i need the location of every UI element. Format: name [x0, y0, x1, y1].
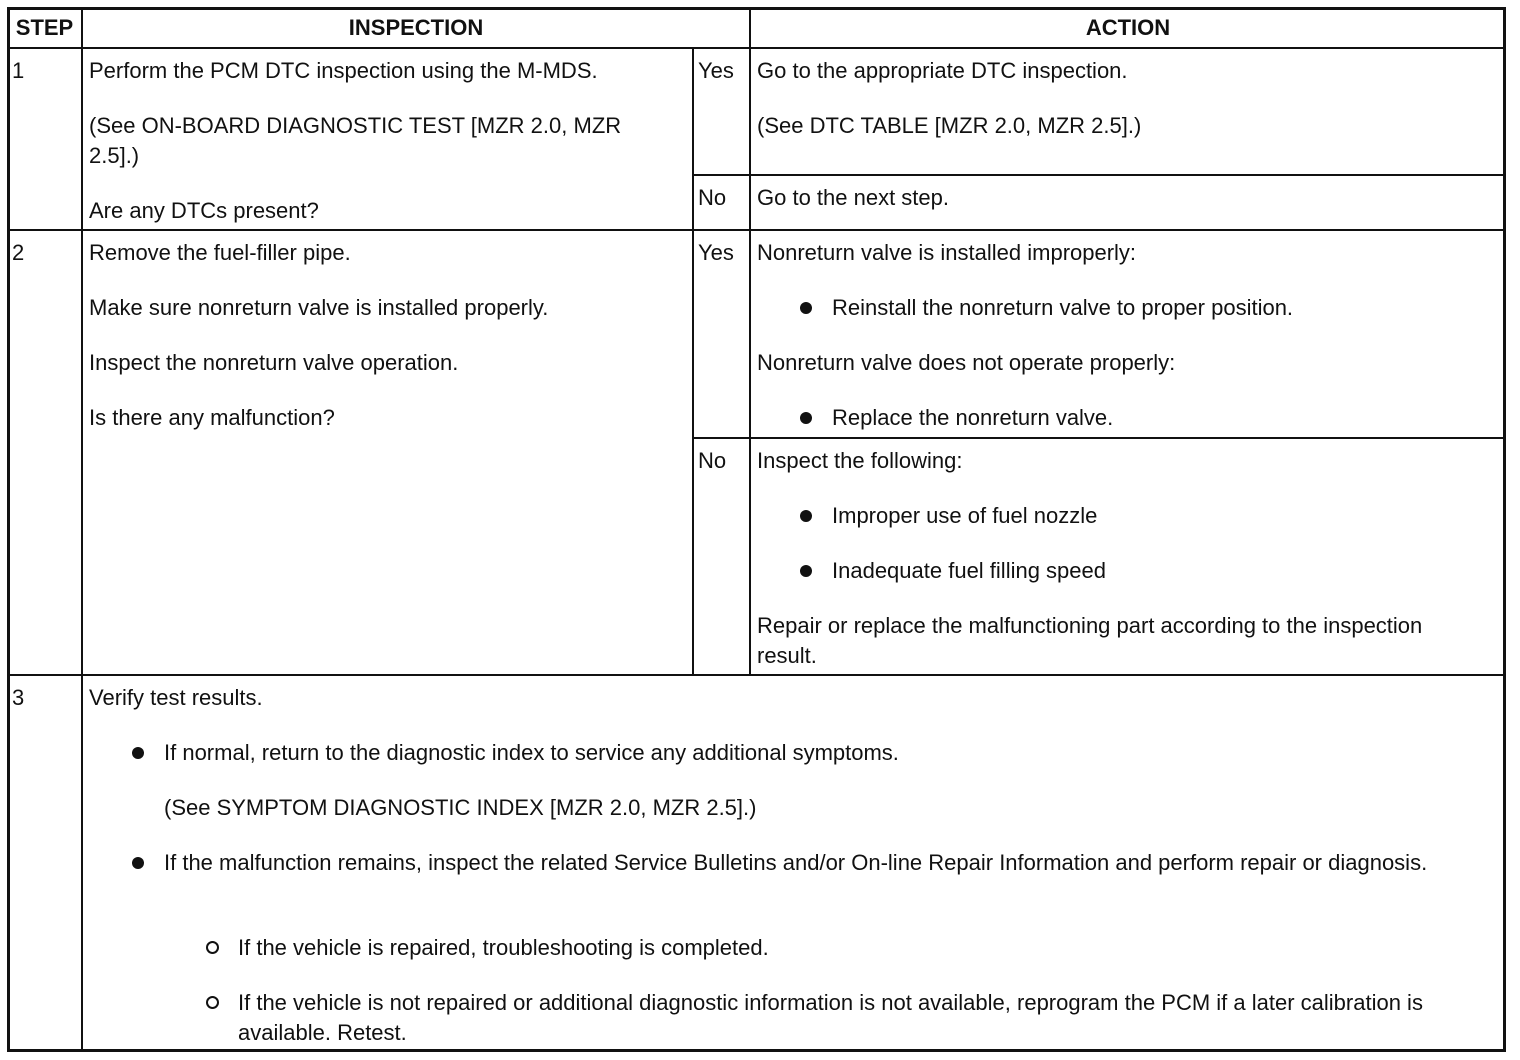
step1-inspection-2: (See ON-BOARD DIAGNOSTIC TEST [MZR 2.0, MZR 2.5].)	[89, 113, 622, 168]
yes-no-column-divider	[692, 48, 694, 675]
step2-divider	[8, 674, 1505, 676]
step2-yes-bullet-1: Reinstall the nonreturn valve to proper position.	[832, 295, 1294, 320]
header-inspection: INSPECTION	[348, 15, 484, 40]
sub-bullet-icon	[206, 941, 219, 954]
step1-yes-no-divider	[692, 174, 1505, 176]
step3-sub-1: If the vehicle is repaired, troubleshooting is completed.	[238, 935, 769, 960]
step2-no-label: No	[698, 448, 727, 473]
step1-yes-label: Yes	[698, 58, 734, 83]
step2-yes-bullet-2: Replace the nonreturn valve.	[832, 405, 1114, 430]
step2-inspection-3: Inspect the nonreturn valve operation.	[89, 350, 459, 375]
step3-sub-2: If the vehicle is not repaired or additional diagnostic information is not available, reprogram the PCM if a later calibration is available. Retest.	[238, 990, 1423, 1045]
step2-no-outro: Repair or replace the malfunctioning part according to the inspection result.	[757, 613, 1423, 668]
inspection-action-divider	[749, 8, 751, 675]
step1-divider	[8, 229, 1505, 231]
step-column-divider	[81, 8, 83, 1051]
bullet-icon	[132, 857, 144, 869]
step2-number: 2	[12, 240, 25, 265]
step2-yes-line-2: Nonreturn valve does not operate properly:	[757, 350, 1176, 375]
step1-no-action: Go to the next step.	[757, 185, 950, 210]
step2-yes-label: Yes	[698, 240, 734, 265]
step3-bullet-2: If the malfunction remains, inspect the related Service Bulletins and/or On-line Repair Information and perform repair or diagnosis.	[164, 850, 1428, 875]
step2-no-bullet-1: Improper use of fuel nozzle	[832, 503, 1098, 528]
step3-bullet-1: If normal, return to the diagnostic index to service any additional symptoms.	[164, 740, 899, 765]
step2-yes-no-divider	[692, 437, 1505, 439]
bullet-icon	[800, 565, 812, 577]
bullet-icon	[800, 302, 812, 314]
step1-yes-action-1: Go to the appropriate DTC inspection.	[757, 58, 1128, 83]
step1-inspection-1: Perform the PCM DTC inspection using the M-MDS.	[89, 58, 598, 83]
bullet-icon	[800, 412, 812, 424]
step1-number: 1	[12, 58, 25, 83]
bullet-icon	[800, 510, 812, 522]
step1-no-label: No	[698, 185, 727, 210]
step2-no-bullet-2: Inadequate fuel filling speed	[832, 558, 1106, 583]
step2-yes-line-1: Nonreturn valve is installed improperly:	[757, 240, 1137, 265]
step3-intro: Verify test results.	[89, 685, 263, 710]
header-divider	[8, 47, 1505, 49]
step1-yes-action-2: (See DTC TABLE [MZR 2.0, MZR 2.5].)	[757, 113, 1142, 138]
step2-inspection-1: Remove the fuel-filler pipe.	[89, 240, 351, 265]
bullet-icon	[132, 747, 144, 759]
step3-number: 3	[12, 685, 25, 710]
sub-bullet-icon	[206, 996, 219, 1009]
step2-inspection-2: Make sure nonreturn valve is installed properly.	[89, 295, 549, 320]
step3-bullet-1-ref: (See SYMPTOM DIAGNOSTIC INDEX [MZR 2.0, MZR 2.5].)	[164, 795, 757, 820]
step1-inspection-3: Are any DTCs present?	[89, 198, 319, 223]
step2-no-intro: Inspect the following:	[757, 448, 963, 473]
step2-inspection-4: Is there any malfunction?	[89, 405, 335, 430]
header-step: STEP	[15, 15, 74, 40]
header-action: ACTION	[1085, 15, 1171, 40]
